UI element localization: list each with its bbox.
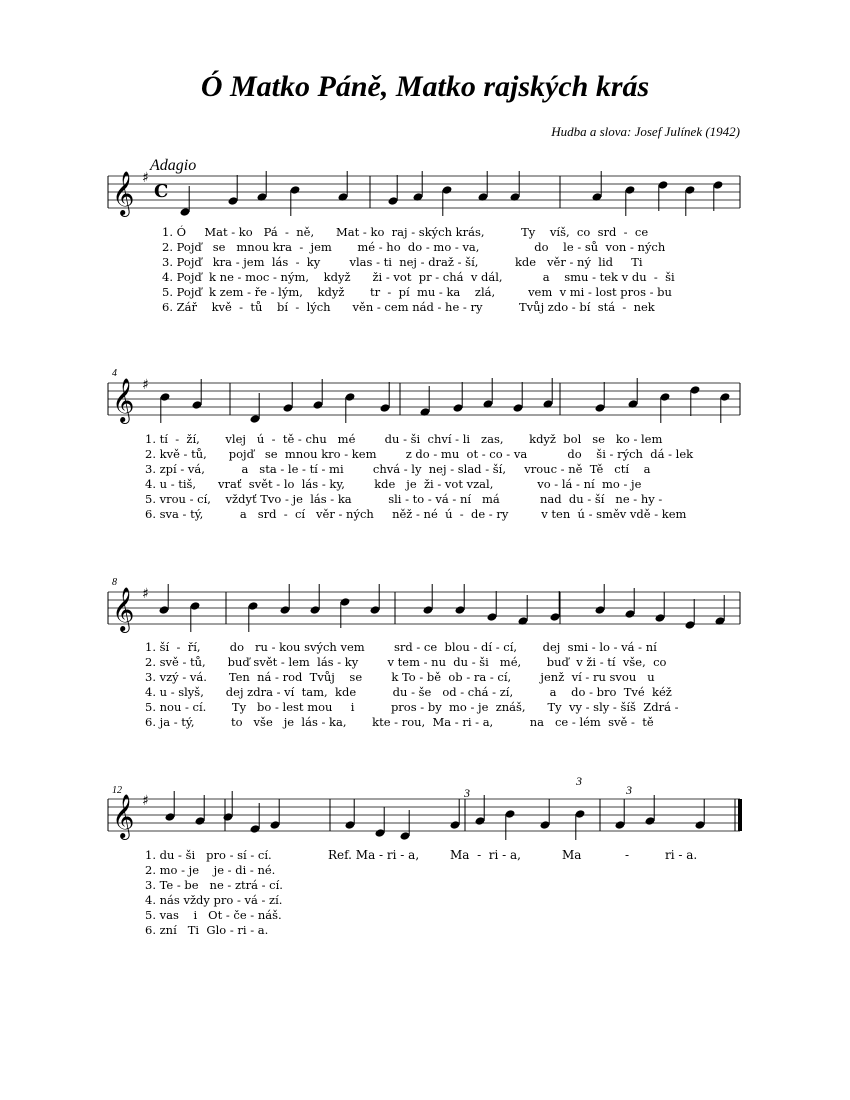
lyric-verse-6: 6. Zář kvě - tů bí - lých věn - cem nád - he - ry Tvůj zdo - bí stá - nek xyxy=(162,300,655,314)
measure-number: 12 xyxy=(112,785,122,796)
lyric-verse-3: 3. Pojď kra - jem lás - ky vlas - ti nej - draž - ší, kde věr - ný lid Ti xyxy=(162,255,643,269)
lyric-verse-1: 1. du - ši pro - sí - cí. xyxy=(145,848,272,862)
refrain-text: ri - a. xyxy=(665,848,698,862)
lyric-verse-3: 3. vzý - vá. Ten ná - rod Tvůj se k To - bě ob - ra - cí, jenž ví - ru svou u xyxy=(145,670,655,684)
measure-number: 4 xyxy=(112,368,117,379)
lyric-verse-5: 5. Pojď k zem - ře - lým, když tr - pí mu - ka zlá, vem v mi - lost pros - bu xyxy=(162,285,672,299)
key-signature-sharp: ♯ xyxy=(142,793,149,809)
tempo-marking: Adagio xyxy=(150,157,197,174)
treble-clef: 𝄞 xyxy=(112,171,135,215)
final-barline-thick xyxy=(738,799,742,831)
lyric-verse-2: 2. Pojď se mnou kra - jem mé - ho do - mo - va, do le - sů von - ných xyxy=(162,240,666,254)
lyric-verse-3: 3. Te - be ne - ztrá - cí. xyxy=(145,878,283,892)
refrain-text: - xyxy=(625,848,630,862)
lyric-verse-3: 3. zpí - vá, a sta - le - tí - mi chvá - ly nej - slad - ší, vrouc - ně Tě ctí a xyxy=(145,462,651,476)
lyric-verse-1: 1. tí - ží, vlej ú - tě - chu mé du - ši chví - li zas, když bol se ko - lem xyxy=(145,432,663,446)
lyric-verse-6: 6. sva - tý, a srd - cí věr - ných něž - né ú - de - ry v ten ú - směv vdě - kem xyxy=(145,507,687,521)
lyric-verse-6: 6. zní Ti Glo - ri - a. xyxy=(145,923,269,937)
lyric-verse-4: 4. u - tiš, vrať svět - lo lás - ky, kde je ži - vot vzal, vo - lá - ní mo - je xyxy=(145,477,642,491)
measure-number: 8 xyxy=(112,577,117,588)
lyric-verse-2: 2. kvě - tů, pojď se mnou kro - kem z do - mu ot - co - va do ši - rých dá - lek xyxy=(145,447,694,461)
lyric-verse-4: 4. nás vždy pro - vá - zí. xyxy=(145,893,283,907)
refrain-text: Ma xyxy=(562,848,582,862)
lyric-verse-4: 4. u - slyš, dej zdra - ví tam, kde du - še od - chá - zí, a do - bro Tvé kéž xyxy=(145,685,672,699)
triplet-mark: 3 xyxy=(626,783,632,797)
composer-credit: Hudba a slova: Josef Julínek (1942) xyxy=(551,124,740,139)
lyric-verse-1: 1. ší - ří, do ru - kou svých vem srd - ce blou - dí - cí, dej smi - lo - vá - ní xyxy=(145,640,657,654)
refrain-text: Ma - ri - a, xyxy=(450,848,521,862)
triplet-mark: 3 xyxy=(576,774,582,788)
treble-clef: 𝄞 xyxy=(112,378,135,422)
lyric-verse-5: 5. vas i Ot - če - náš. xyxy=(145,908,282,922)
lyric-verse-2: 2. svě - tů, buď svět - lem lás - ky v tem - nu du - ši mé, buď v ži - tí vše, co xyxy=(145,655,667,669)
lyric-verse-1: 1. Ó Mat - ko Pá - ně, Mat - ko raj - ských krás, Ty víš, co srd - ce xyxy=(162,225,649,239)
lyric-verse-5: 5. nou - cí. Ty bo - lest mou i pros - by mo - je znáš, Ty vy - sly - šíš Zdrá - xyxy=(145,700,679,714)
treble-clef: 𝄞 xyxy=(112,794,135,838)
lyric-verse-5: 5. vrou - cí, vždyť Tvo - je lás - ka sli - to - vá - ní má nad du - ší ne - hy - xyxy=(145,492,663,506)
time-signature: C xyxy=(154,181,169,202)
lyric-verse-2: 2. mo - je je - di - né. xyxy=(145,863,276,877)
triplet-mark: 3 xyxy=(464,786,470,800)
key-signature-sharp: ♯ xyxy=(142,586,149,602)
song-title: Ó Matko Páně, Matko rajských krás xyxy=(200,70,650,103)
key-signature-sharp: ♯ xyxy=(142,377,149,393)
lyric-verse-6: 6. ja - tý, to vše je lás - ka, kte - rou, Ma - ri - a, na ce - lém svě - tě xyxy=(145,715,654,729)
refrain-text: Ref. Ma - ri - a, xyxy=(328,848,420,862)
treble-clef: 𝄞 xyxy=(112,587,135,631)
lyric-verse-4: 4. Pojď k ne - moc - ným, když ži - vot pr - chá v dál, a smu - tek v du - ši xyxy=(162,270,675,284)
key-signature-sharp: ♯ xyxy=(142,170,149,186)
